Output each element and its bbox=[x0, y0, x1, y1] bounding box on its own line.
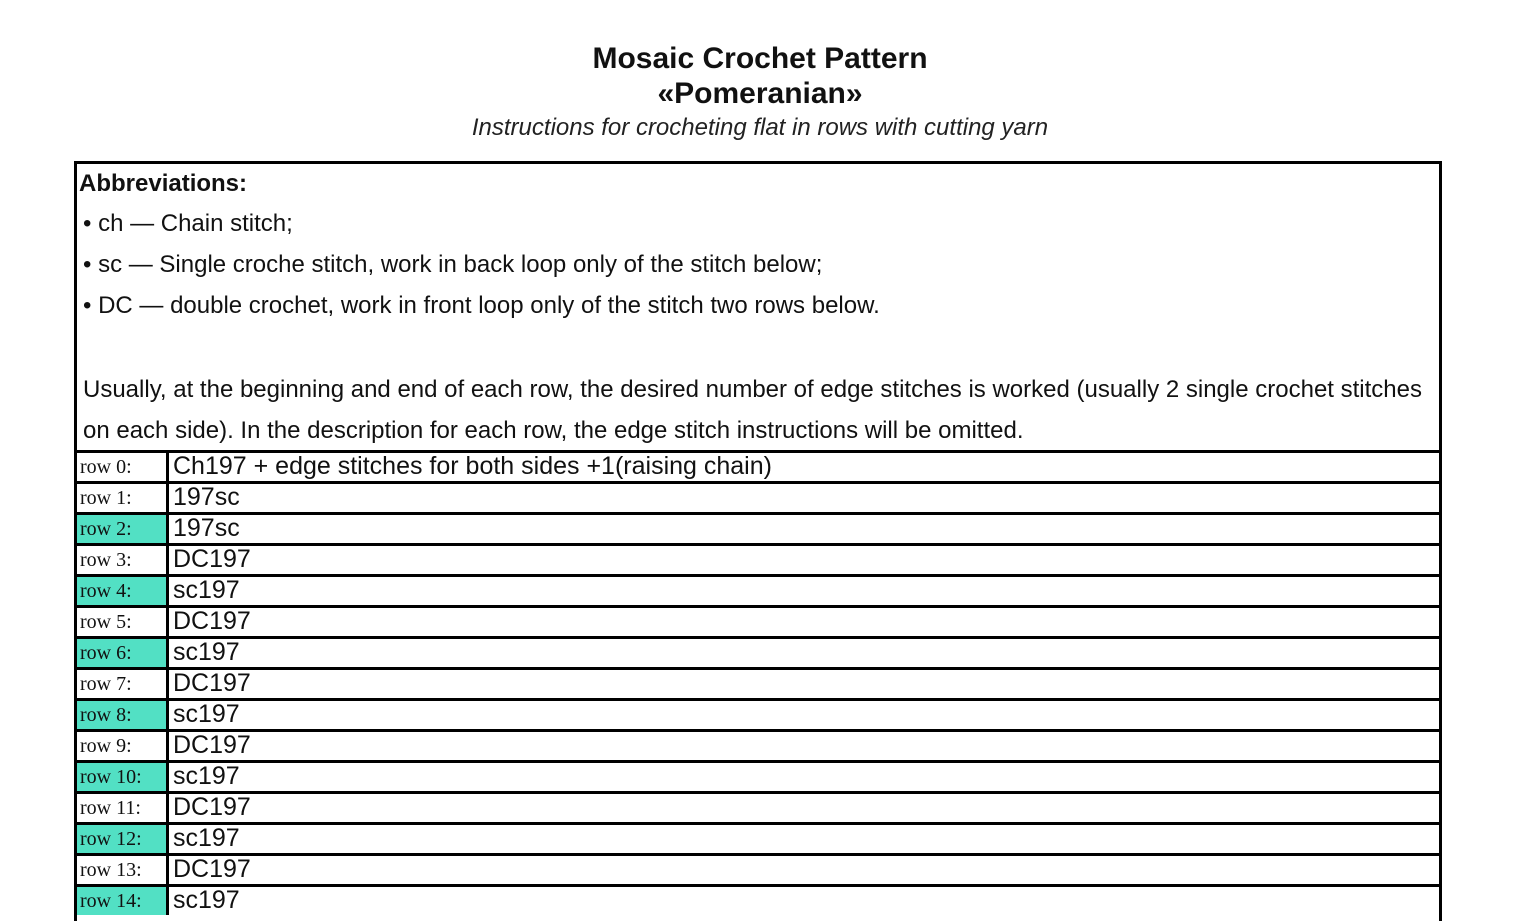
table-row bbox=[74, 481, 1442, 512]
abbreviations-heading: Abbreviations: bbox=[79, 170, 248, 197]
table-row bbox=[74, 822, 1442, 853]
row-table bbox=[74, 450, 1442, 915]
page-title: Mosaic Crochet Pattern bbox=[592, 42, 928, 75]
row-instruction: sc197 bbox=[169, 701, 1442, 729]
row-label: row 3: bbox=[74, 546, 169, 574]
row-instruction: Ch197 + edge stitches for both sides +1(raising chain) bbox=[169, 453, 1442, 481]
row-label: row 10: bbox=[74, 763, 169, 791]
page-subtitle: Instructions for crocheting flat in rows with cutting yarn bbox=[471, 114, 1049, 141]
table-row bbox=[74, 636, 1442, 667]
table-row bbox=[74, 574, 1442, 605]
row-instruction: sc197 bbox=[169, 887, 1442, 915]
abbreviation-item-ch: • ch — Chain stitch; bbox=[83, 210, 293, 237]
edge-stitch-note: Usually, at the beginning and end of each row, the desired number of edge stitches is worked (usually 2 single crochet stitches on each side). In the description for each row, the edge stitch instructions will be omitted. bbox=[83, 376, 1422, 444]
row-label: row 8: bbox=[74, 701, 169, 729]
row-instruction: DC197 bbox=[169, 732, 1442, 760]
row-label: row 2: bbox=[74, 515, 169, 543]
row-label: row 11: bbox=[74, 794, 169, 822]
row-instruction: sc197 bbox=[169, 639, 1442, 667]
table-row bbox=[74, 884, 1442, 915]
row-label: row 9: bbox=[74, 732, 169, 760]
table-row bbox=[74, 543, 1442, 574]
table-row bbox=[74, 791, 1442, 822]
table-row bbox=[74, 760, 1442, 791]
row-instruction: 197sc bbox=[169, 484, 1442, 512]
row-label: row 14: bbox=[74, 887, 169, 915]
row-instruction: DC197 bbox=[169, 546, 1442, 574]
row-label: row 5: bbox=[74, 608, 169, 636]
table-row bbox=[74, 698, 1442, 729]
instructions-box bbox=[74, 161, 1442, 921]
table-row bbox=[74, 729, 1442, 760]
row-instruction: sc197 bbox=[169, 577, 1442, 605]
row-label: row 13: bbox=[74, 856, 169, 884]
pattern-name: «Pomeranian» bbox=[657, 77, 863, 110]
row-label: row 6: bbox=[74, 639, 169, 667]
abbreviation-item-sc: • sc — Single croche stitch, work in back loop only of the stitch below; bbox=[83, 251, 823, 278]
row-label: row 7: bbox=[74, 670, 169, 698]
table-row bbox=[74, 512, 1442, 543]
row-instruction: DC197 bbox=[169, 856, 1442, 884]
table-row bbox=[74, 667, 1442, 698]
table-row bbox=[74, 605, 1442, 636]
row-instruction: DC197 bbox=[169, 794, 1442, 822]
row-instruction: DC197 bbox=[169, 608, 1442, 636]
row-label: row 4: bbox=[74, 577, 169, 605]
row-instruction: 197sc bbox=[169, 515, 1442, 543]
row-label: row 12: bbox=[74, 825, 169, 853]
abbreviation-item-dc: • DC — double crochet, work in front loop only of the stitch two rows below. bbox=[83, 292, 880, 319]
table-row bbox=[74, 853, 1442, 884]
row-instruction: DC197 bbox=[169, 670, 1442, 698]
table-row bbox=[74, 450, 1442, 481]
row-label: row 0: bbox=[74, 453, 169, 481]
row-instruction: sc197 bbox=[169, 763, 1442, 791]
row-label: row 1: bbox=[74, 484, 169, 512]
row-instruction: sc197 bbox=[169, 825, 1442, 853]
